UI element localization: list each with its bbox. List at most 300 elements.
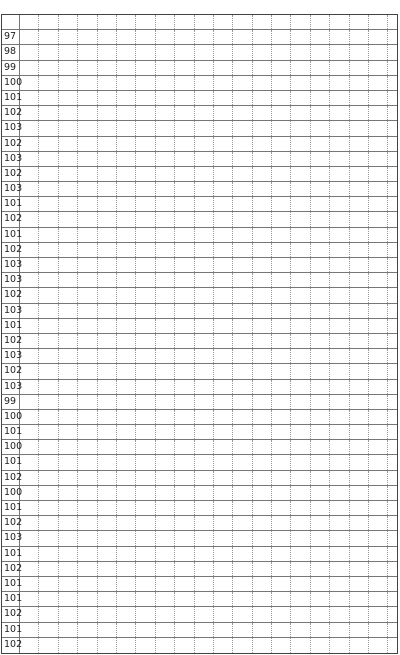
table-cell: [156, 76, 175, 90]
table-row: [2, 243, 397, 258]
generation-number: 102: [2, 243, 20, 257]
table-cell: [117, 15, 136, 29]
table-row: [2, 455, 397, 470]
table-cell: [330, 212, 349, 226]
table-cell: [311, 288, 330, 302]
table-cell: [272, 607, 291, 621]
table-cell: [311, 61, 330, 75]
table-cell: [330, 91, 349, 105]
table-cell: [388, 364, 397, 378]
table-cell: [311, 410, 330, 424]
table-cell: [98, 121, 117, 135]
table-cell: [350, 76, 369, 90]
table-cell: [214, 91, 233, 105]
table-cell: [253, 106, 272, 120]
table-cell: [291, 577, 310, 591]
table-cell: [272, 197, 291, 211]
table-cell: [136, 197, 155, 211]
table-cell: [156, 349, 175, 363]
table-row: [2, 319, 397, 334]
page-title: [0, 0, 400, 14]
table-row: [2, 106, 397, 121]
table-cell: [272, 212, 291, 226]
table-cell: [350, 349, 369, 363]
table-cell: [388, 638, 397, 653]
table-cell: [156, 243, 175, 257]
table-cell: [272, 106, 291, 120]
table-cell: [98, 91, 117, 105]
table-cell: [20, 334, 39, 348]
table-cell: [117, 258, 136, 272]
table-cell: [272, 471, 291, 485]
table-cell: [98, 531, 117, 545]
table-cell: [291, 106, 310, 120]
table-cell: [214, 486, 233, 500]
table-cell: [291, 501, 310, 515]
table-cell: [59, 425, 78, 439]
table-cell: [291, 197, 310, 211]
generation-number: 102: [2, 288, 20, 302]
table-cell: [369, 30, 388, 44]
table-cell: [117, 623, 136, 637]
table-cell: [253, 273, 272, 287]
table-row: [2, 592, 397, 607]
table-cell: [117, 334, 136, 348]
table-cell: [175, 440, 194, 454]
generation-number: 103: [2, 304, 20, 318]
table-cell: [20, 76, 39, 90]
table-cell: [214, 45, 233, 59]
table-cell: [117, 106, 136, 120]
table-cell: [136, 167, 155, 181]
table-cell: [214, 288, 233, 302]
table-cell: [311, 364, 330, 378]
table-cell: [20, 592, 39, 606]
table-cell: [78, 516, 97, 530]
table-cell: [350, 304, 369, 318]
table-cell: [175, 319, 194, 333]
table-cell: [272, 562, 291, 576]
table-cell: [330, 167, 349, 181]
table-cell: [175, 45, 194, 59]
table-cell: [350, 212, 369, 226]
table-cell: [195, 319, 214, 333]
table-cell: [350, 106, 369, 120]
table-cell: [59, 15, 78, 29]
table-cell: [20, 152, 39, 166]
table-cell: [311, 577, 330, 591]
table-cell: [20, 197, 39, 211]
table-cell: [214, 516, 233, 530]
table-cell: [195, 455, 214, 469]
table-cell: [195, 76, 214, 90]
table-row: [2, 425, 397, 440]
table-cell: [330, 562, 349, 576]
table-cell: [195, 152, 214, 166]
table-cell: [136, 15, 155, 29]
table-cell: [78, 76, 97, 90]
table-cell: [136, 349, 155, 363]
table-cell: [350, 137, 369, 151]
table-cell: [98, 364, 117, 378]
table-cell: [330, 182, 349, 196]
table-cell: [20, 167, 39, 181]
table-row: [2, 607, 397, 622]
table-cell: [350, 516, 369, 530]
table-cell: [195, 486, 214, 500]
table-cell: [291, 455, 310, 469]
table-cell: [253, 152, 272, 166]
table-cell: [311, 380, 330, 394]
table-cell: [253, 364, 272, 378]
table-cell: [388, 288, 397, 302]
generation-number: 101: [2, 547, 20, 561]
generation-number: 100: [2, 486, 20, 500]
table-cell: [175, 471, 194, 485]
table-cell: [291, 395, 310, 409]
table-cell: [291, 137, 310, 151]
table-row: [2, 364, 397, 379]
table-cell: [388, 91, 397, 105]
table-cell: [20, 410, 39, 424]
table-cell: [350, 395, 369, 409]
table-cell: [117, 607, 136, 621]
table-cell: [369, 395, 388, 409]
table-cell: [330, 228, 349, 242]
table-cell: [78, 91, 97, 105]
table-cell: [195, 212, 214, 226]
table-cell: [20, 440, 39, 454]
table-cell: [291, 121, 310, 135]
table-cell: [233, 471, 252, 485]
table-cell: [195, 106, 214, 120]
table-cell: [78, 592, 97, 606]
generation-number: 102: [2, 106, 20, 120]
table-cell: [136, 137, 155, 151]
table-cell: [330, 486, 349, 500]
table-cell: [291, 319, 310, 333]
table-cell: [117, 638, 136, 653]
table-row: [2, 501, 397, 516]
table-cell: [136, 273, 155, 287]
table-cell: [253, 349, 272, 363]
table-cell: [233, 30, 252, 44]
table-cell: [39, 152, 58, 166]
table-cell: [98, 152, 117, 166]
table-cell: [253, 76, 272, 90]
table-cell: [78, 212, 97, 226]
table-cell: [350, 61, 369, 75]
generation-number: 102: [2, 471, 20, 485]
table-cell: [388, 395, 397, 409]
table-cell: [98, 471, 117, 485]
table-cell: [175, 304, 194, 318]
table-cell: [136, 607, 155, 621]
table-cell: [175, 137, 194, 151]
table-cell: [369, 106, 388, 120]
table-cell: [156, 516, 175, 530]
table-cell: [78, 395, 97, 409]
table-cell: [350, 273, 369, 287]
table-cell: [291, 304, 310, 318]
table-cell: [136, 455, 155, 469]
table-cell: [195, 440, 214, 454]
table-cell: [136, 531, 155, 545]
table-cell: [291, 623, 310, 637]
table-cell: [388, 273, 397, 287]
table-cell: [59, 76, 78, 90]
table-cell: [311, 638, 330, 653]
table-cell: [233, 364, 252, 378]
table-cell: [369, 273, 388, 287]
table-cell: [388, 319, 397, 333]
generation-number: 103: [2, 258, 20, 272]
table-cell: [136, 501, 155, 515]
table-cell: [311, 471, 330, 485]
table-cell: [39, 228, 58, 242]
table-cell: [350, 45, 369, 59]
table-cell: [117, 197, 136, 211]
table-cell: [311, 106, 330, 120]
table-cell: [253, 304, 272, 318]
table-cell: [311, 623, 330, 637]
table-cell: [350, 425, 369, 439]
table-cell: [350, 30, 369, 44]
table-cell: [291, 516, 310, 530]
table-cell: [350, 243, 369, 257]
table-cell: [117, 288, 136, 302]
table-cell: [78, 410, 97, 424]
table-cell: [233, 425, 252, 439]
table-cell: [20, 607, 39, 621]
table-cell: [311, 334, 330, 348]
table-cell: [311, 197, 330, 211]
table-cell: [253, 288, 272, 302]
table-cell: [59, 531, 78, 545]
table-row: [2, 258, 397, 273]
table-cell: [136, 425, 155, 439]
generation-number: 102: [2, 364, 20, 378]
table-cell: [369, 638, 388, 653]
table-cell: [39, 319, 58, 333]
table-cell: [39, 531, 58, 545]
table-cell: [39, 471, 58, 485]
table-cell: [253, 455, 272, 469]
table-cell: [78, 258, 97, 272]
table-cell: [350, 607, 369, 621]
table-cell: [98, 592, 117, 606]
table-cell: [195, 258, 214, 272]
table-cell: [195, 562, 214, 576]
table-cell: [272, 623, 291, 637]
table-cell: [39, 106, 58, 120]
table-cell: [78, 30, 97, 44]
table-cell: [369, 137, 388, 151]
generation-number: 101: [2, 455, 20, 469]
table-cell: [98, 638, 117, 653]
table-cell: [20, 547, 39, 561]
table-cell: [388, 623, 397, 637]
table-cell: [156, 121, 175, 135]
table-cell: [311, 486, 330, 500]
table-cell: [20, 15, 39, 29]
table-cell: [98, 212, 117, 226]
table-cell: [195, 577, 214, 591]
table-cell: [311, 137, 330, 151]
table-cell: [233, 182, 252, 196]
table-cell: [214, 471, 233, 485]
table-cell: [291, 273, 310, 287]
table-cell: [233, 486, 252, 500]
table-cell: [272, 364, 291, 378]
table-cell: [98, 486, 117, 500]
table-cell: [136, 228, 155, 242]
generation-number: 99: [2, 61, 20, 75]
table-cell: [78, 243, 97, 257]
table-cell: [195, 45, 214, 59]
table-cell: [156, 182, 175, 196]
table-cell: [117, 562, 136, 576]
table-cell: [98, 334, 117, 348]
table-cell: [214, 592, 233, 606]
table-cell: [175, 638, 194, 653]
table-cell: [311, 592, 330, 606]
table-cell: [291, 76, 310, 90]
table-cell: [195, 334, 214, 348]
table-cell: [175, 531, 194, 545]
table-cell: [388, 607, 397, 621]
table-cell: [350, 258, 369, 272]
table-cell: [233, 319, 252, 333]
table-cell: [233, 167, 252, 181]
table-cell: [272, 395, 291, 409]
table-cell: [291, 425, 310, 439]
table-cell: [156, 273, 175, 287]
table-cell: [233, 380, 252, 394]
generation-number: 103: [2, 121, 20, 135]
table-cell: [59, 486, 78, 500]
table-cell: [214, 76, 233, 90]
table-cell: [369, 425, 388, 439]
table-cell: [78, 45, 97, 59]
table-cell: [59, 243, 78, 257]
table-cell: [369, 410, 388, 424]
table-cell: [330, 15, 349, 29]
table-cell: [311, 455, 330, 469]
table-cell: [156, 45, 175, 59]
table-cell: [20, 425, 39, 439]
table-row: [2, 273, 397, 288]
table-cell: [39, 30, 58, 44]
table-cell: [388, 106, 397, 120]
table-cell: [136, 152, 155, 166]
table-cell: [136, 547, 155, 561]
table-cell: [388, 380, 397, 394]
table-cell: [39, 121, 58, 135]
generation-number: 101: [2, 91, 20, 105]
table-cell: [175, 167, 194, 181]
table-cell: [330, 319, 349, 333]
table-cell: [369, 562, 388, 576]
table-cell: [233, 455, 252, 469]
table-cell: [59, 137, 78, 151]
table-cell: [369, 167, 388, 181]
table-cell: [175, 455, 194, 469]
table-cell: [214, 152, 233, 166]
table-cell: [195, 410, 214, 424]
table-cell: [233, 288, 252, 302]
table-cell: [175, 592, 194, 606]
table-cell: [59, 304, 78, 318]
table-cell: [350, 288, 369, 302]
table-cell: [195, 182, 214, 196]
table-cell: [175, 76, 194, 90]
table-cell: [214, 607, 233, 621]
table-cell: [214, 106, 233, 120]
table-cell: [272, 45, 291, 59]
table-cell: [98, 410, 117, 424]
table-cell: [59, 182, 78, 196]
table-cell: [330, 304, 349, 318]
table-cell: [291, 349, 310, 363]
table-cell: [39, 501, 58, 515]
table-cell: [388, 455, 397, 469]
table-cell: [156, 334, 175, 348]
table-cell: [214, 15, 233, 29]
table-cell: [388, 61, 397, 75]
table-cell: [233, 91, 252, 105]
table-cell: [117, 167, 136, 181]
table-cell: [156, 380, 175, 394]
table-cell: [156, 592, 175, 606]
table-cell: [388, 182, 397, 196]
table-cell: [233, 15, 252, 29]
table-cell: [20, 531, 39, 545]
table-cell: [156, 440, 175, 454]
table-cell: [117, 395, 136, 409]
generation-number: 103: [2, 349, 20, 363]
table-cell: [214, 531, 233, 545]
table-cell: [98, 273, 117, 287]
table-cell: [291, 45, 310, 59]
table-cell: [233, 197, 252, 211]
table-cell: [117, 516, 136, 530]
table-cell: [233, 152, 252, 166]
table-row: [2, 471, 397, 486]
table-cell: [330, 425, 349, 439]
table-cell: [59, 592, 78, 606]
table-cell: [253, 61, 272, 75]
table-cell: [253, 471, 272, 485]
table-cell: [156, 425, 175, 439]
table-cell: [59, 380, 78, 394]
table-cell: [117, 425, 136, 439]
table-cell: [214, 334, 233, 348]
table-cell: [330, 258, 349, 272]
table-cell: [214, 364, 233, 378]
table-cell: [233, 228, 252, 242]
table-cell: [350, 319, 369, 333]
table-cell: [136, 243, 155, 257]
table-cell: [175, 15, 194, 29]
table-row: [2, 349, 397, 364]
table-cell: [195, 638, 214, 653]
table-cell: [369, 228, 388, 242]
table-cell: [98, 516, 117, 530]
table-cell: [291, 638, 310, 653]
table-cell: [156, 319, 175, 333]
generation-number: 102: [2, 167, 20, 181]
